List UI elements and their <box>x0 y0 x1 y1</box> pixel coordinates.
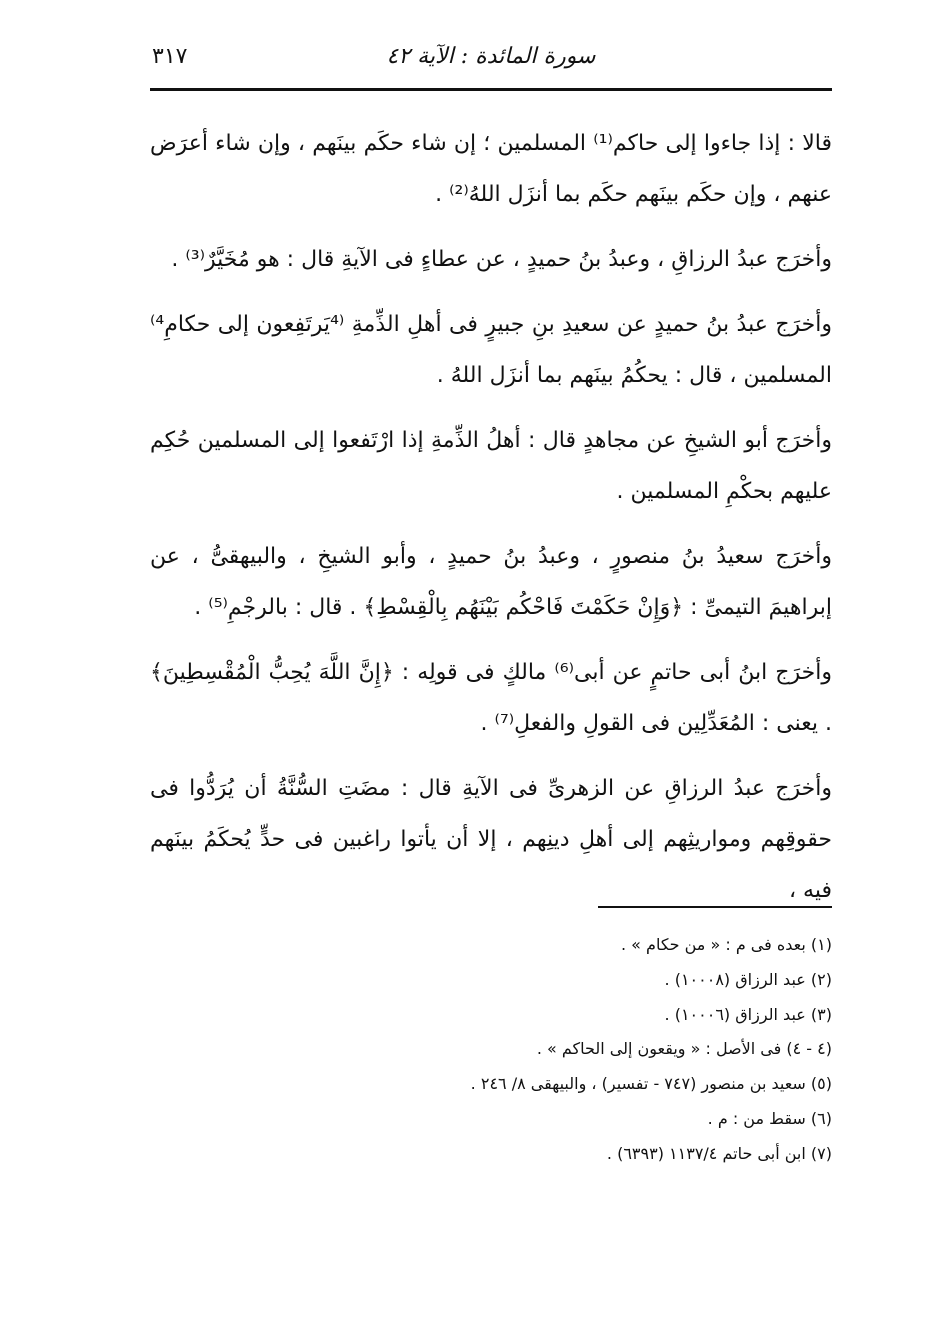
paragraph: قالا : إذا جاءوا إلى حاكم⁽¹⁾ المسلمين ؛ إن شاء حكَم بينَهم ، وإن شاء أعرَض عنهم ، وإن حكَم بينَهم حكَم بما أنزَل اللهُ⁽²⁾ . <box>150 131 832 207</box>
paragraph: وأخرَج عبدُ الرزاقِ ، وعبدُ بنُ حميدٍ ، عن عطاءٍ فى الآيةِ قال : هو مُخَيَّرٌ⁽³⁾ . <box>171 247 832 272</box>
footnote: (٥) سعيد بن منصور (٧٤٧ - تفسير) ، والبيهقى ٨/ ٢٤٦ . <box>470 1074 832 1094</box>
footnote: (١) بعده فى م : « من حكام » . <box>620 935 832 954</box>
footnote: (٧) ابن أبى حاتم ١١٣٧/٤ (٦٣٩٣) . <box>606 1143 832 1163</box>
page-number: ٣١٧ <box>152 44 188 69</box>
main-text <box>150 118 832 930</box>
footnote-rule <box>598 906 832 908</box>
footnote: (٣) عبد الرزاق (١٠٠٠٦) . <box>664 1004 832 1024</box>
paragraph: وأخرَج عبدُ الرزاقِ عن الزهرىِّ فى الآيةِ قال : مضَتِ السُّنَّةُ أن يُرَدُّوا فى حقوقِهم ومواريثِهم إلى أهلِ دينِهم ، إلا أن يأتوا راغبين فى حدٍّ يُحكَمُ بينَهم فيه ، <box>150 776 832 903</box>
paragraph: وأخرَج أبو الشيخِ عن مجاهدٍ قال : أهلُ الذِّمةِ إذا ارْتَفعوا إلى المسلمين حُكِم عليهم بحكْمِ المسلمين . <box>150 428 832 504</box>
footnote: (٦) سقط من : م . <box>707 1108 832 1128</box>
header-title: سورة المائدة : الآية ٤٢ <box>386 44 596 69</box>
paragraph: وأخرَج عبدُ بنُ حميدٍ عن سعيدِ بنِ جبيرٍ فى أهلِ الذِّمةِ ⁽⁴يَرتَفِعون إلى حكامِ⁴⁾ المسلمين ، قال : يحكُمُ بينَهم بما أنزَل اللهُ . <box>150 312 832 388</box>
footnote: (٤ - ٤) فى الأصل : « ويقعون إلى الحاكم » . <box>536 1039 832 1059</box>
header-rule <box>150 88 832 91</box>
paragraph: وأخرَج سعيدُ بنُ منصورٍ ، وعبدُ بنُ حميدٍ ، وأبو الشيخِ ، والبيهقىُّ ، عن إبراهيمَ التيمىِّ : ﴿وَإِنْ حَكَمْتَ فَاحْكُم بَيْنَهُم بِالْقِسْطِ﴾ . قال : بالرجْمِ⁽⁵⁾ . <box>150 544 832 620</box>
running-header <box>150 42 832 86</box>
footnotes <box>150 928 832 1172</box>
paragraph: وأخرَج ابنُ أبى حاتمٍ عن أبى⁽⁶⁾ مالكٍ فى قولِه : ﴿إِنَّ اللَّهَ يُحِبُّ الْمُقْسِطِينَ﴾ . يعنى : المُعَدِّلِين فى القولِ والفعلِ⁽⁷⁾ . <box>150 660 832 736</box>
footnote: (٢) عبد الرزاق (١٠٠٠٨) . <box>664 969 832 989</box>
